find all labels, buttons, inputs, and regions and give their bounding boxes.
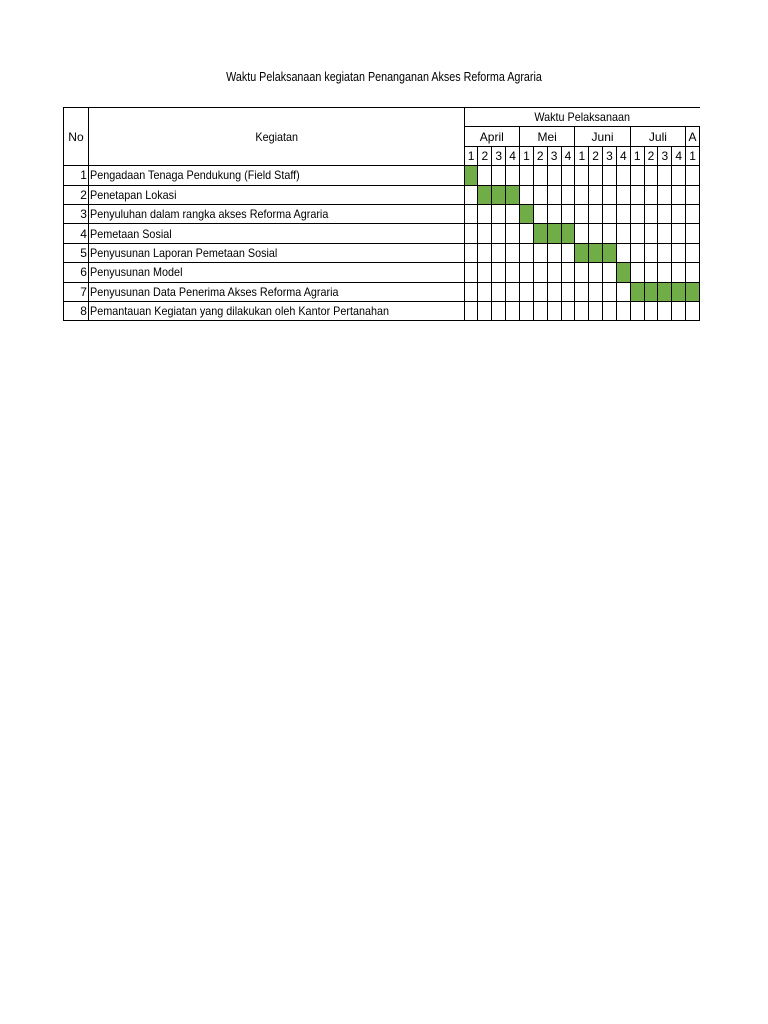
header-kegiatan: Kegiatan [88,108,464,166]
schedule-cell [492,204,506,223]
schedule-cell [492,263,506,282]
schedule-cell [533,282,547,301]
schedule-cell [547,243,561,262]
month-header: Juni [575,127,630,146]
table-row [64,301,700,320]
week-header: 3 [492,146,506,165]
schedule-cell [616,166,630,185]
table-row [64,263,700,282]
schedule-cell [672,185,686,204]
schedule-cell [519,166,533,185]
schedule-cell [630,185,644,204]
schedule-cell [644,263,658,282]
schedule-cell [658,301,672,320]
schedule-cell [603,282,617,301]
activity-name: Penetapan Lokasi [88,185,464,204]
schedule-cell [561,166,575,185]
schedule-cell-filled [506,185,520,204]
schedule-cell [506,204,520,223]
schedule-cell-filled [519,204,533,223]
schedule-cell [506,224,520,243]
schedule-cell [603,185,617,204]
schedule-cell [478,263,492,282]
schedule-cell [672,224,686,243]
schedule-cell [630,263,644,282]
header-waktu-pelaksanaan: Waktu Pelaksanaan [464,108,699,127]
schedule-cell [547,185,561,204]
schedule-cell [603,204,617,223]
schedule-cell-filled [492,185,506,204]
schedule-cell [589,204,603,223]
activity-name: Pemetaan Sosial [88,224,464,243]
schedule-cell [478,282,492,301]
schedule-cell [561,243,575,262]
activity-name: Penyusunan Laporan Pemetaan Sosial [88,243,464,262]
schedule-cell [478,166,492,185]
week-header: 3 [658,146,672,165]
schedule-cell [575,282,589,301]
schedule-cell [658,185,672,204]
schedule-cell [561,204,575,223]
row-number: 5 [64,243,89,262]
schedule-cell [658,204,672,223]
schedule-cell [533,263,547,282]
document-title: Waktu Pelaksanaan kegiatan Penanganan Akses Reforma Agraria [226,70,542,84]
schedule-cell [478,301,492,320]
schedule-cell-filled [575,243,589,262]
schedule-cell [589,282,603,301]
schedule-cell [644,243,658,262]
schedule-cell [686,185,700,204]
table-row [64,204,700,223]
schedule-cell-filled [644,282,658,301]
row-number: 3 [64,204,89,223]
activity-name: Pengadaan Tenaga Pendukung (Field Staff) [88,166,464,185]
schedule-cell [575,204,589,223]
schedule-cell [561,185,575,204]
schedule-cell [478,243,492,262]
schedule-cell [547,263,561,282]
schedule-cell [589,166,603,185]
schedule-cell [658,263,672,282]
table-row [64,243,700,262]
schedule-cell [464,282,478,301]
row-number: 8 [64,301,89,320]
week-header: 3 [547,146,561,165]
week-header: 1 [575,146,589,165]
schedule-cell [533,301,547,320]
schedule-cell [464,185,478,204]
week-header: 4 [672,146,686,165]
schedule-cell [616,243,630,262]
schedule-cell [672,301,686,320]
week-header: 4 [616,146,630,165]
schedule-cell [630,301,644,320]
schedule-cell [616,301,630,320]
schedule-cell [492,224,506,243]
schedule-cell-filled [658,282,672,301]
month-header: Juli [630,127,685,146]
schedule-cell-filled [464,166,478,185]
month-header: April [464,127,519,146]
schedule-cell [672,263,686,282]
schedule-cell [644,166,658,185]
schedule-cell [519,263,533,282]
schedule-cell [658,224,672,243]
schedule-cell [603,263,617,282]
schedule-cell [603,224,617,243]
schedule-cell [492,166,506,185]
schedule-cell [616,282,630,301]
schedule-cell [464,204,478,223]
schedule-cell [547,166,561,185]
schedule-cell [506,166,520,185]
schedule-cell [519,282,533,301]
schedule-cell [616,185,630,204]
schedule-cell-filled [630,282,644,301]
schedule-cell [547,301,561,320]
week-header: 1 [519,146,533,165]
activity-name: Penyusunan Data Penerima Akses Reforma Agraria [88,282,464,301]
week-header: 1 [686,146,700,165]
schedule-cell [644,224,658,243]
schedule-cell [464,263,478,282]
schedule-cell [533,166,547,185]
schedule-cell [519,301,533,320]
schedule-cell-filled [603,243,617,262]
schedule-cell [686,243,700,262]
schedule-cell [492,301,506,320]
schedule-cell [630,166,644,185]
schedule-cell [519,243,533,262]
schedule-cell [575,224,589,243]
week-header: 3 [603,146,617,165]
activity-rows [64,166,700,321]
schedule-cell-filled [561,224,575,243]
schedule-cell [589,263,603,282]
schedule-cell [589,185,603,204]
month-header: Mei [519,127,574,146]
week-header: 1 [464,146,478,165]
schedule-cell [644,185,658,204]
row-number: 1 [64,166,89,185]
schedule-cell [547,204,561,223]
schedule-cell [630,243,644,262]
schedule-cell [478,224,492,243]
schedule-cell [492,282,506,301]
week-header: 4 [561,146,575,165]
schedule-cell [464,243,478,262]
month-header: A [686,127,700,146]
week-header: 2 [533,146,547,165]
activity-name: Penyuluhan dalam rangka akses Reforma Agraria [88,204,464,223]
schedule-cell [561,282,575,301]
schedule-cell [589,224,603,243]
row-number: 2 [64,185,89,204]
row-number: 7 [64,282,89,301]
table-row [64,166,700,185]
schedule-cell [672,204,686,223]
schedule-cell [686,263,700,282]
schedule-cell [672,166,686,185]
schedule-cell [603,301,617,320]
activity-name: Penyusunan Model [88,263,464,282]
week-header: 1 [630,146,644,165]
table-row [64,224,700,243]
schedule-cell [575,185,589,204]
schedule-cell [519,224,533,243]
schedule-cell [575,166,589,185]
schedule-cell [616,204,630,223]
week-header: 2 [478,146,492,165]
schedule-cell [561,263,575,282]
schedule-cell-filled [616,263,630,282]
week-header: 2 [589,146,603,165]
schedule-cell [478,204,492,223]
week-header: 4 [506,146,520,165]
schedule-cell-filled [547,224,561,243]
schedule-cell-filled [533,224,547,243]
schedule-cell [464,301,478,320]
schedule-cell [533,185,547,204]
row-number: 4 [64,224,89,243]
schedule-sheet [63,107,700,323]
table-row [64,185,700,204]
schedule-cell-filled [589,243,603,262]
schedule-cell [686,224,700,243]
schedule-cell [547,282,561,301]
header-no: No [64,108,89,166]
schedule-cell [686,166,700,185]
activity-name: Pemantauan Kegiatan yang dilakukan oleh Kantor Pertanahan [88,301,464,320]
schedule-cell [603,166,617,185]
schedule-cell [616,224,630,243]
schedule-cell [492,243,506,262]
schedule-cell [533,204,547,223]
schedule-cell [658,243,672,262]
schedule-cell [686,301,700,320]
schedule-cell [561,301,575,320]
schedule-cell [506,243,520,262]
schedule-cell [672,243,686,262]
schedule-cell [589,301,603,320]
schedule-cell [686,204,700,223]
schedule-cell [630,224,644,243]
schedule-cell [630,204,644,223]
schedule-cell-filled [672,282,686,301]
schedule-cell [533,243,547,262]
week-header: 2 [644,146,658,165]
schedule-table [63,107,700,321]
table-row [64,282,700,301]
schedule-cell-filled [686,282,700,301]
schedule-cell [506,301,520,320]
schedule-cell [464,224,478,243]
schedule-cell [575,263,589,282]
schedule-cell-filled [478,185,492,204]
schedule-cell [519,185,533,204]
schedule-cell [644,204,658,223]
schedule-cell [658,166,672,185]
schedule-cell [506,282,520,301]
schedule-cell [506,263,520,282]
schedule-cell [575,301,589,320]
schedule-cell [644,301,658,320]
row-number: 6 [64,263,89,282]
